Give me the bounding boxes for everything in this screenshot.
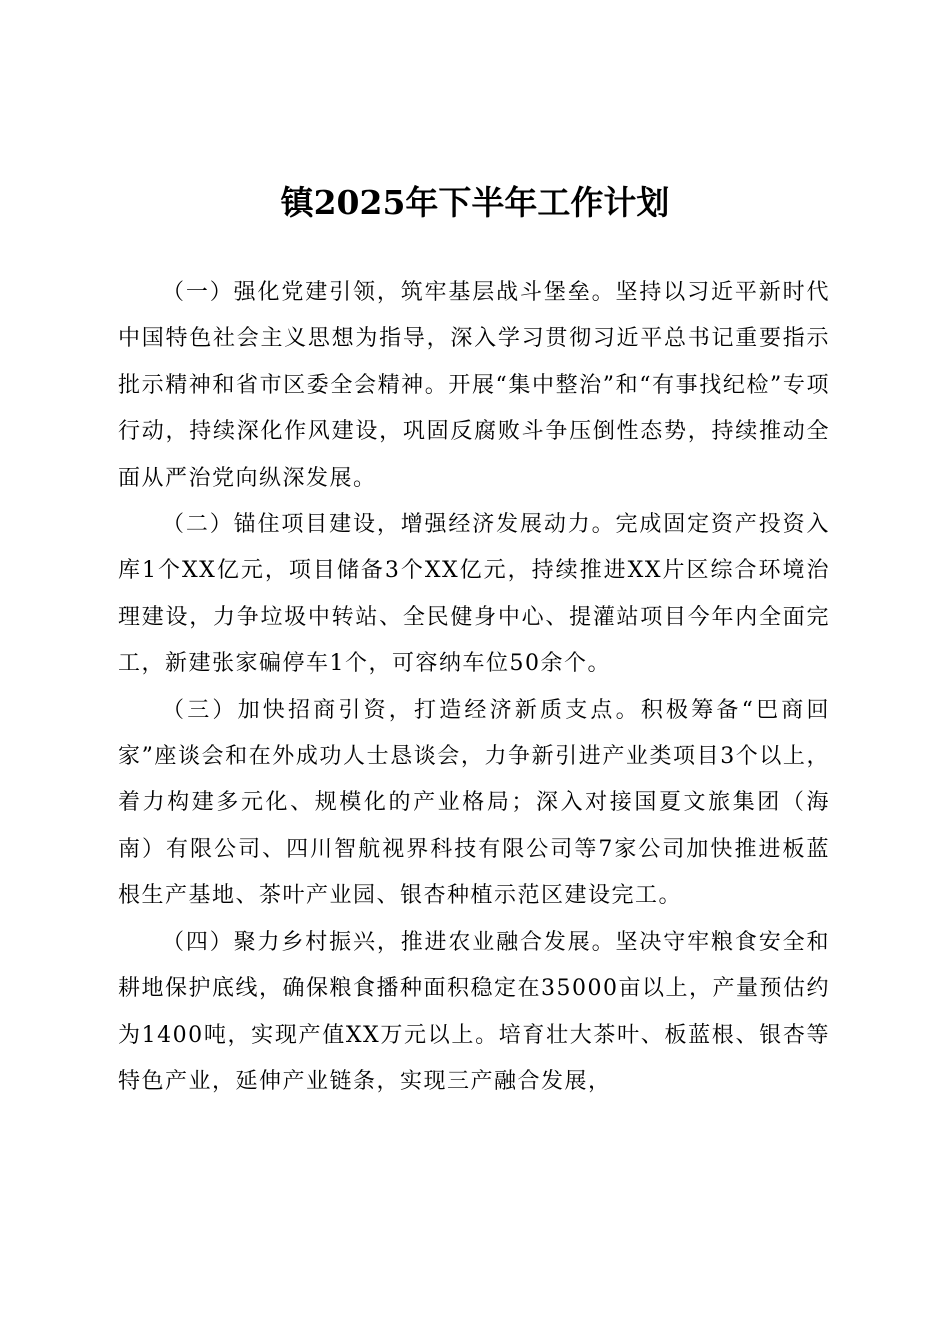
paragraph-2-heading: （二）锚住项目建设，增强经济发展动力。: [162, 512, 616, 538]
paragraph-1-heading: （一）强化党建引领，筑牢基层战斗堡垒。: [162, 280, 616, 305]
paragraph-4-heading: （四）聚力乡村振兴，推进农业融合发展。: [162, 929, 616, 955]
paragraph-4: [118, 920, 830, 1106]
paragraph-3: [118, 688, 830, 920]
paragraph-1-text: 坚持以习近平新时代中国特色社会主义思想为指导，深入学习贯彻习近平总书记重要指示批示精神和省市区委全会精神。开展“集中整治”和“有事找纪检”专项行动，持续深化作风建设，巩固反腐败斗争压倒性态势，持续推动全面从严治党向纵深发展。: [118, 280, 830, 491]
document-title: 镇2025年下半年工作计划: [280, 183, 670, 222]
document-body: [118, 270, 830, 1105]
paragraph-3-heading: （三）加快招商引资，打造经济新质支点。: [162, 697, 641, 723]
paragraph-2: [118, 502, 830, 688]
paragraph-2-text: 完成固定资产投资入库1个XX亿元，项目储备3个XX亿元，持续推进XX片区综合环境治理建设，力争垃圾中转站、全民健身中心、提灌站项目今年内全面完工，新建张家碥停车1个，可容纳车位50余个。: [118, 512, 830, 677]
paragraph-3-text: 积极筹备“巴商回家”座谈会和在外成功人士恳谈会，力争新引进产业类项目3个以上，着力构建多元化、规模化的产业格局；深入对接国夏文旅集团（海南）有限公司、四川智航视界科技有限公司等7家公司加快推进板蓝根生产基地、茶叶产业园、银杏种植示范区建设完工。: [118, 697, 830, 909]
paragraph-1: [118, 270, 830, 502]
paragraph-4-text: 坚决守牢粮食安全和耕地保护底线，确保粮食播种面积稳定在35000亩以上，产量预估约为1400吨，实现产值XX万元以上。培育壮大茶叶、板蓝根、银杏等特色产业，延伸产业链条，实现三产融合发展，: [118, 929, 830, 1094]
